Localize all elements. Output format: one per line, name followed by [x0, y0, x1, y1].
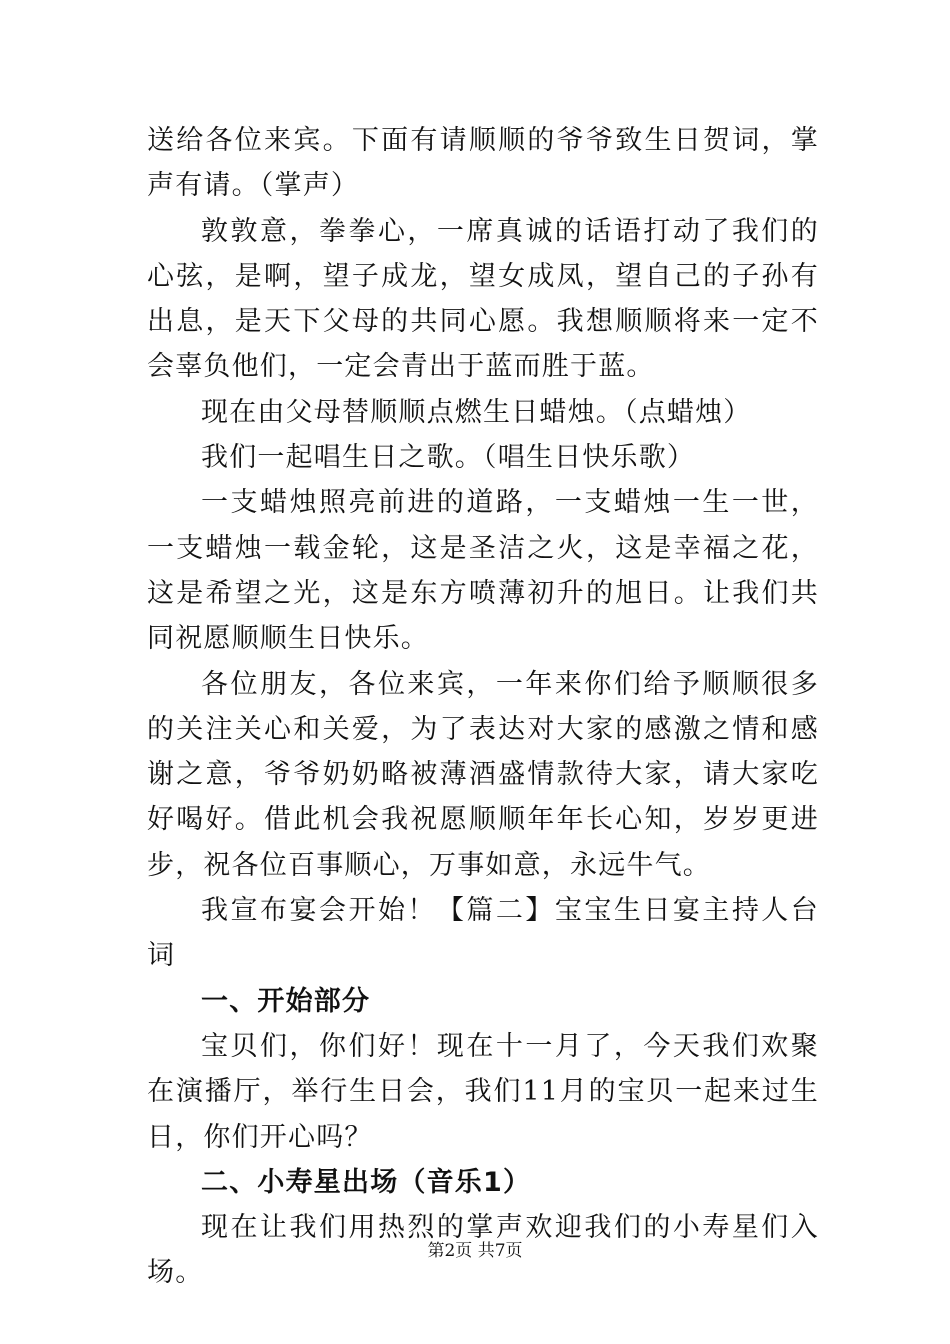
section-heading-birthday-stars: 二、小寿星出场（音乐1） — [201, 1166, 532, 1198]
document-body — [147, 118, 819, 1296]
paragraph-sing-song: 我们一起唱生日之歌。（唱生日快乐歌） — [201, 442, 696, 474]
paragraph-candle-blessing: 一支蜡烛照亮前进的道路，一支蜡烛一生一世，一支蜡烛一载金轮，这是圣洁之火，这是幸福之花，这是希望之光，这是东方喷薄初升的旭日。让我们共同祝愿顺顺生日快乐。 — [147, 487, 819, 655]
paragraph-banquet-start: 我宣布宴会开始！【篇二】宝宝生日宴主持人台词 — [147, 895, 819, 972]
paragraph-continuation: 送给各位来宾。下面有请顺顺的爷爷致生日贺词，掌声有请。（掌声） — [147, 125, 819, 202]
page-footer: 第2页 共7页 — [427, 1241, 523, 1261]
paragraph-light-candles: 现在由父母替顺顺点燃生日蜡烛。（点蜡烛） — [201, 396, 752, 428]
paragraph-welcome-stars: 现在让我们用热烈的掌声欢迎我们的小寿星们入场。 — [147, 1212, 819, 1289]
paragraph-thanks-guests: 各位朋友，各位来宾，一年来你们给予顺顺很多的关注关心和关爱，为了表达对大家的感激之情和感谢之意，爷爷奶奶略被薄酒盛情款待大家，请大家吃好喝好。借此机会我祝愿顺顺年年长心知，岁岁更进步，祝各位百事顺心，万事如意，永远牛气。 — [147, 668, 819, 881]
paragraph-greeting: 宝贝们，你们好！现在十一月了，今天我们欢聚在演播厅，举行生日会，我们11月的宝贝一起来过生日，你们开心吗？ — [147, 1030, 819, 1153]
section-heading-opening: 一、开始部分 — [201, 985, 371, 1017]
paragraph-sincere-words: 敦敦意，拳拳心，一席真诚的话语打动了我们的心弦，是啊，望子成龙，望女成凤，望自己的子孙有出息，是天下父母的共同心愿。我想顺顺将来一定不会辜负他们，一定会青出于蓝而胜于蓝。 — [147, 215, 819, 383]
